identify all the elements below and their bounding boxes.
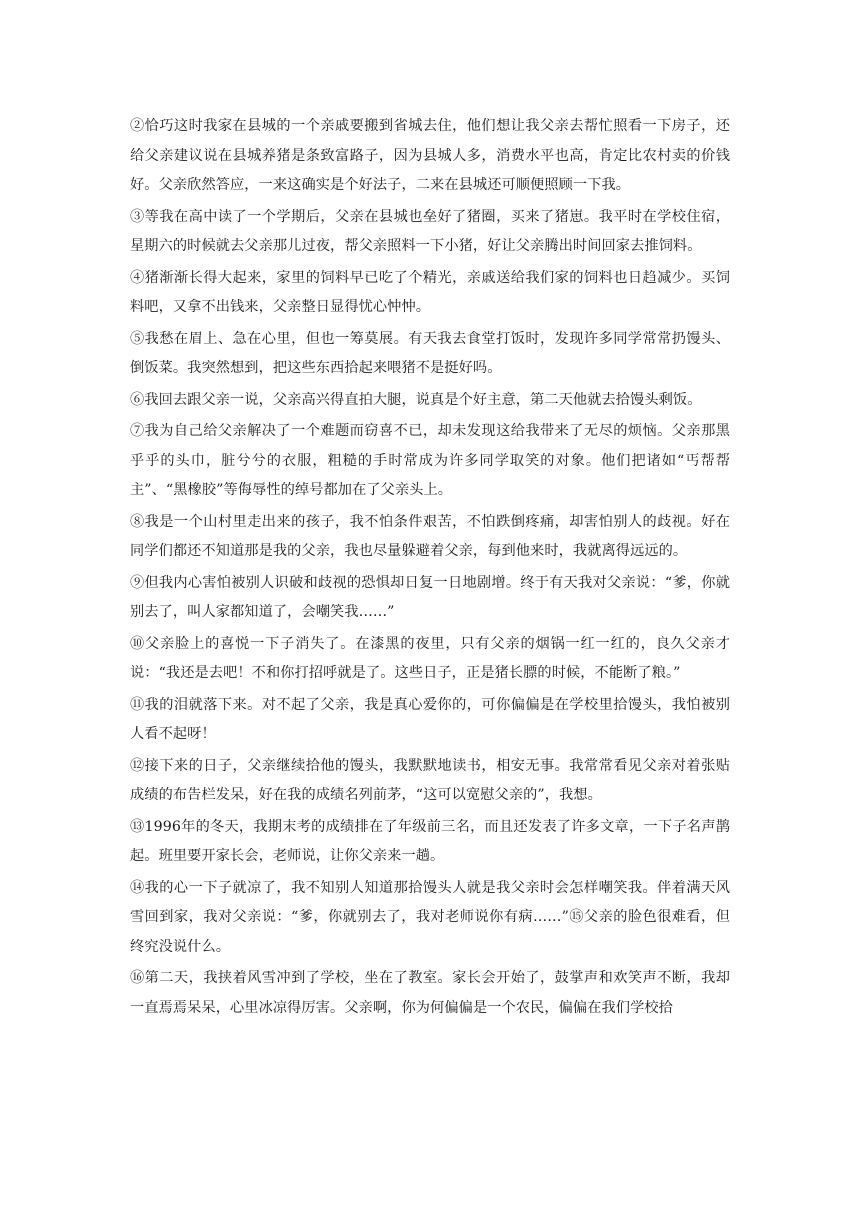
article-body <box>130 112 730 1025</box>
paragraph-3: ③等我在高中读了一个学期后，父亲在县城也垒好了猪圈，买来了猪崽。我平时在学校住宿，星期六的时候就去父亲那儿过夜，帮父亲照料一下小猪，好让父亲腾出时间回家去推饲料。 <box>130 208 730 254</box>
paragraph-7: ⑦我为自己给父亲解决了一个难题而窃喜不已，却未发现这给我带来了无尽的烦恼。父亲那黑乎乎的头巾，脏兮兮的衣服，粗糙的手时常成为许多同学取笑的对象。他们把诸如“丐帮帮主”、“黑橡胶”等侮辱性的绰号都加在了父亲头上。 <box>130 423 730 498</box>
paragraph-6: ⑥我回去跟父亲一说，父亲高兴得直拍大腿，说真是个好主意，第二天他就去拾馒头剩饭。 <box>130 391 702 408</box>
paragraph-5: ⑤我愁在眉上、急在心里，但也一筹莫展。有天我去食堂打饭时，发现许多同学常常扔馒头、倒饭菜。我突然想到，把这些东西拾起来喂猪不是挺好吗。 <box>130 330 730 376</box>
paragraph-12: ⑫接下来的日子，父亲继续拾他的馒头，我默默地读书，相安无事。我常常看见父亲对着张贴成绩的布告栏发呆，好在我的成绩名列前茅，“这可以宽慰父亲的”，我想。 <box>130 757 730 803</box>
paragraph-4: ④猪渐渐长得大起来，家里的饲料早已吃了个精光，亲戚送给我们家的饲料也日趋减少。买饲料吧，又拿不出钱来，父亲整日显得忧心忡忡。 <box>130 269 730 315</box>
paragraph-8: ⑧我是一个山村里走出来的孩子，我不怕条件艰苦，不怕跌倒疼痛，却害怕别人的歧视。好在同学们都还不知道那是我的父亲，我也尽量躲避着父亲，每到他来时，我就离得远远的。 <box>130 513 730 559</box>
paragraph-10: ⑩父亲脸上的喜悦一下子消失了。在漆黑的夜里，只有父亲的烟锅一红一红的，良久父亲才说：“我还是去吧！不和你打招呼就是了。这些日子，正是猪长膘的时候，不能断了粮。” <box>130 635 730 681</box>
paragraph-9: ⑨但我内心害怕被别人识破和歧视的恐惧却日复一日地剧增。终于有天我对父亲说：“爹，你就别去了，叫人家都知道了，会嘲笑我……” <box>130 574 730 620</box>
paragraph-2: ②恰巧这时我家在县城的一个亲戚要搬到省城去住，他们想让我父亲去帮忙照看一下房子，还给父亲建议说在县城养猪是条致富路子，因为县城人多，消费水平也高，肯定比农村卖的价钱好。父亲欣然答应，一来这确实是个好法子，二来在县城还可顺便照顾一下我。 <box>130 118 730 193</box>
paragraph-11: ⑪我的泪就落下来。对不起了父亲，我是真心爱你的，可你偏偏是在学校里拾馒头，我怕被别人看不起呀！ <box>130 696 730 742</box>
paragraph-14: ⑭我的心一下子就凉了，我不知别人知道那拾馒头人就是我父亲时会怎样嘲笑我。伴着满天风雪回到家，我对父亲说：“爹，你就别去了，我对老师说你有病……”⑮父亲的脸色很难看，但终究没说什么。 <box>130 879 730 955</box>
paragraph-13: ⑬1996年的冬天，我期末考的成绩排在了年级前三名，而且还发表了许多文章，一下子名声鹊起。班里要开家长会，老师说，让你父亲来一趟。 <box>130 818 730 864</box>
paragraph-16: ⑯第二天，我挟着风雪冲到了学校，坐在了教室。家长会开始了，鼓掌声和欢笑声不断，我却一直焉焉呆呆，心里冰凉得厉害。父亲啊，你为何偏偏是一个农民，偏偏在我们学校拾 <box>130 970 730 1016</box>
